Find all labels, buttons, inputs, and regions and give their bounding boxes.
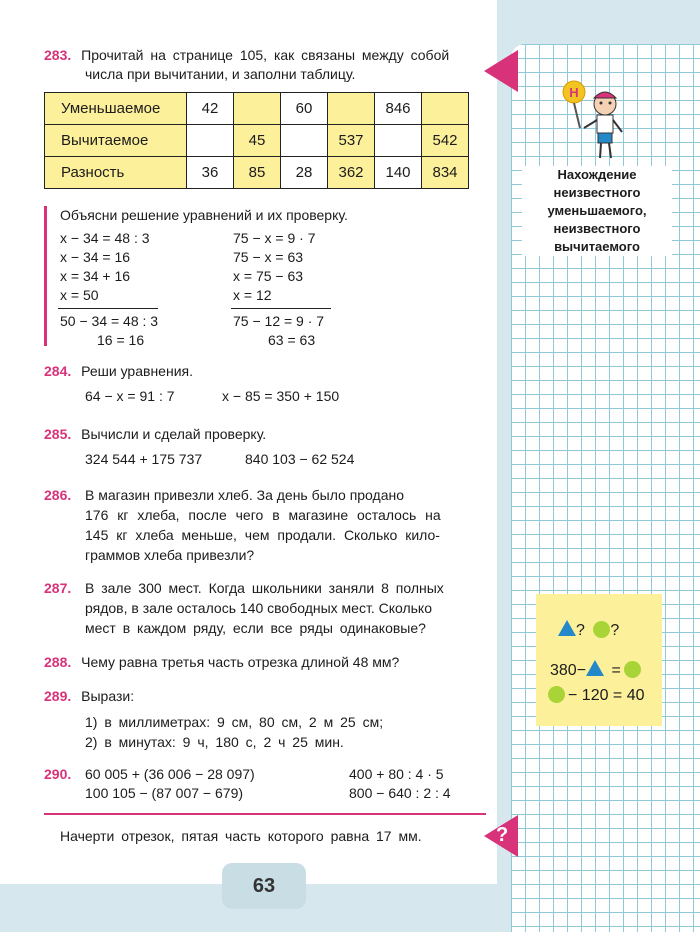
- equation-line: x = 50: [60, 287, 99, 303]
- table-cell: 28: [281, 157, 328, 189]
- task-number: 290.: [44, 766, 72, 782]
- divider: [44, 813, 486, 815]
- list-item: 2) в минутах: 9 ч, 180 с, 2 ч 25 мин.: [85, 734, 344, 750]
- check-line: 50 − 34 = 48 : 3: [60, 313, 159, 329]
- task-text: мест в каждом ряду, если все ряды одинаковые?: [85, 620, 426, 636]
- table-cell: 140: [375, 157, 422, 189]
- table-cell: 846: [375, 93, 422, 125]
- task-290: [44, 766, 71, 782]
- expression: 800 − 640 : 2 : 4: [349, 785, 451, 801]
- table-row: [45, 125, 469, 157]
- expression: 60 005 + (36 006 − 28 097): [85, 766, 255, 782]
- circle-icon: [593, 621, 610, 638]
- accent-bar: [44, 206, 47, 346]
- table-cell: 542: [422, 125, 469, 157]
- task-number: 284.: [44, 363, 72, 379]
- page-number: 63: [222, 863, 306, 909]
- equation-line: 75 − x = 9 · 7: [233, 230, 316, 246]
- equation-line: x = 12: [233, 287, 272, 303]
- task-285: [44, 426, 266, 442]
- task-number: 287.: [44, 580, 72, 596]
- pink-pointer-icon: [484, 50, 518, 92]
- table-cell: 834: [422, 157, 469, 189]
- row-header: Вычитаемое: [45, 125, 187, 157]
- table-cell: 60: [281, 93, 328, 125]
- task-text: рядов, в зале осталось 140 свободных мест. Сколько: [85, 600, 432, 616]
- task-text: числа при вычитании, и заполни таблицу.: [85, 66, 356, 82]
- equation-line: x − 34 = 16: [60, 249, 131, 265]
- equation: 64 − x = 91 : 7: [85, 388, 175, 404]
- task-text: Вычисли и сделай проверку.: [81, 426, 267, 442]
- task-284: [44, 363, 193, 379]
- expression: 400 + 80 : 4 · 5: [349, 766, 444, 782]
- divider: [231, 308, 331, 309]
- puzzle-equation-1: 380− =: [550, 660, 641, 680]
- task-text: В магазин привезли хлеб. За день было продано: [85, 487, 405, 503]
- puzzle-question: ? ?: [558, 620, 619, 640]
- check-line: 16 = 16: [97, 332, 145, 348]
- list-item: 1) в миллиметрах: 9 см, 80 см, 2 м 25 см;: [85, 714, 384, 730]
- circle-icon: [624, 661, 641, 678]
- bonus-task: Начерти отрезок, пятая часть которого равна 17 мм.: [60, 828, 422, 844]
- equation-line: x − 34 = 48 : 3: [60, 230, 150, 246]
- topic-caption: [522, 166, 672, 256]
- equation: x − 85 = 350 + 150: [222, 388, 340, 404]
- table-row: [45, 157, 469, 189]
- task-287: [44, 580, 71, 596]
- task-text: В зале 300 мест. Когда школьники заняли 8 полных: [85, 580, 444, 596]
- task-number: 286.: [44, 487, 72, 503]
- puzzle-box: [536, 594, 662, 726]
- table-cell: 362: [328, 157, 375, 189]
- equation-line: 75 − x = 63: [233, 249, 304, 265]
- table-cell: [422, 93, 469, 125]
- check-line: 75 − 12 = 9 · 7: [233, 313, 325, 329]
- expression: 100 105 − (87 007 − 679): [85, 785, 244, 801]
- table-cell: [375, 125, 422, 157]
- row-header: Уменьшаемое: [45, 93, 187, 125]
- triangle-icon: [586, 660, 604, 676]
- task-text: Чему равна третья часть отрезка длиной 48 мм?: [81, 654, 400, 670]
- divider: [58, 308, 158, 309]
- svg-text:Н: Н: [569, 85, 579, 100]
- table-cell: 45: [234, 125, 281, 157]
- subtraction-table: [44, 92, 469, 189]
- table-cell: 36: [187, 157, 234, 189]
- caption-line: вычитаемого: [522, 238, 672, 256]
- explain-title: Объясни решение уравнений и их проверку.: [60, 207, 348, 223]
- check-line: 63 = 63: [268, 332, 316, 348]
- task-text: Прочитай на странице 105, как связаны между собой: [81, 47, 450, 63]
- table-cell: [328, 93, 375, 125]
- circle-icon: [548, 686, 565, 703]
- schoolboy-icon: [560, 78, 630, 162]
- puzzle-equation-2: − 120 = 40: [548, 686, 645, 705]
- equation-line: x = 34 + 16: [60, 268, 131, 284]
- caption-line: уменьшаемого,: [522, 202, 672, 220]
- table-cell: [281, 125, 328, 157]
- task-text: Реши уравнения.: [81, 363, 193, 379]
- table-cell: 537: [328, 125, 375, 157]
- task-text: 145 кг хлеба меньше, чем продали. Сколько кило-: [85, 527, 440, 543]
- task-289: [44, 688, 134, 704]
- caption-line: неизвестного: [522, 184, 672, 202]
- expression: 840 103 − 62 524: [245, 451, 355, 467]
- table-cell: [234, 93, 281, 125]
- caption-line: Нахождение: [522, 166, 672, 184]
- table-cell: [187, 125, 234, 157]
- task-number: 283.: [44, 47, 72, 63]
- task-number: 285.: [44, 426, 72, 442]
- row-header: Разность: [45, 157, 187, 189]
- task-text: 176 кг хлеба, после чего в магазине осталось на: [85, 507, 441, 523]
- task-283: [44, 47, 449, 63]
- table-row: [45, 93, 469, 125]
- triangle-icon: [558, 620, 576, 636]
- task-286: [44, 487, 71, 503]
- question-mark-icon: ?: [496, 824, 509, 846]
- task-text: Вырази:: [81, 688, 135, 704]
- caption-line: неизвестного: [522, 220, 672, 238]
- expression: 324 544 + 175 737: [85, 451, 203, 467]
- task-288: [44, 654, 399, 670]
- task-number: 288.: [44, 654, 72, 670]
- task-number: 289.: [44, 688, 72, 704]
- task-text: граммов хлеба привезли?: [85, 547, 255, 563]
- table-cell: 85: [234, 157, 281, 189]
- equation-line: x = 75 − 63: [233, 268, 304, 284]
- table-cell: 42: [187, 93, 234, 125]
